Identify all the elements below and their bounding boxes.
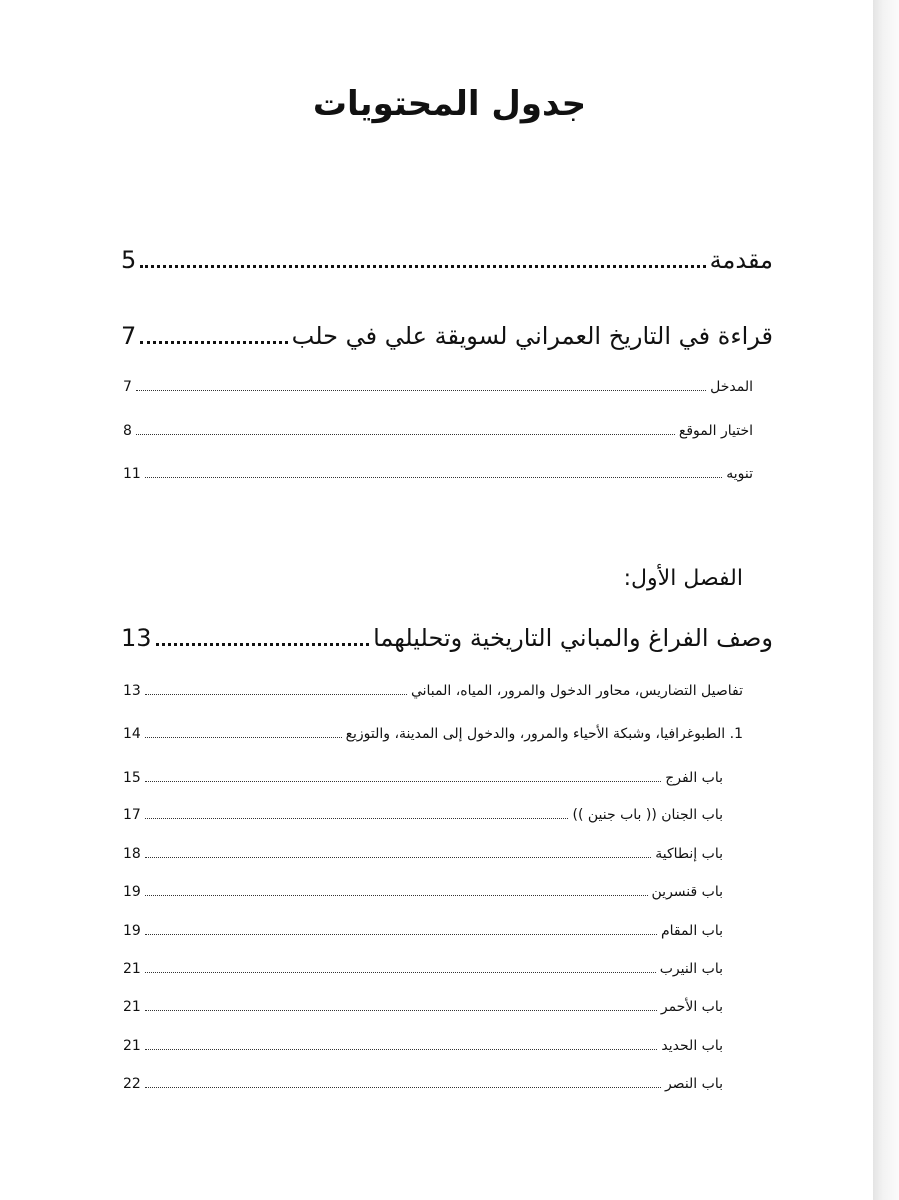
- toc-page-number: 13: [123, 683, 141, 699]
- toc-entry-label: باب الحديد: [661, 1038, 723, 1054]
- toc-entry-gate[interactable]: [123, 807, 723, 823]
- toc-entry-label: باب الفرج: [665, 770, 723, 786]
- toc-page-number: 7: [123, 379, 132, 395]
- toc-entry-label: قراءة في التاريخ العمراني لسويقة علي في حلب: [291, 322, 773, 350]
- toc-entry-entrance[interactable]: [123, 379, 753, 395]
- toc-entry-gate[interactable]: [123, 770, 723, 786]
- dot-leader: [140, 341, 287, 344]
- dot-leader: [136, 390, 706, 391]
- toc-page-number: 17: [123, 807, 141, 823]
- toc-entry-label: تفاصيل التضاريس، محاور الدخول والمرور، المياه، المباني: [410, 683, 743, 699]
- toc-entry-label: باب الجنان (( باب جنين )): [572, 807, 723, 823]
- toc-entry-site-selection[interactable]: [123, 423, 753, 439]
- toc-entry-gate[interactable]: [123, 1038, 723, 1054]
- toc-entry-topography[interactable]: [123, 726, 743, 742]
- toc-page-number: 21: [123, 1038, 141, 1054]
- dot-leader: [156, 643, 370, 646]
- dot-leader: [145, 934, 657, 935]
- toc-entry-gate[interactable]: [123, 884, 723, 900]
- toc-entry-gate[interactable]: [123, 923, 723, 939]
- dot-leader: [145, 737, 342, 738]
- toc-entry-label: باب المقام: [660, 923, 723, 939]
- page-edge-shadow: [873, 0, 899, 1200]
- toc-page-number: 14: [123, 726, 141, 742]
- chapter-heading: الفصل الأول:: [623, 566, 743, 591]
- toc-entry-gate[interactable]: [123, 999, 723, 1015]
- toc-entry-urban-history[interactable]: [121, 322, 773, 350]
- toc-page-number: 22: [123, 1076, 141, 1092]
- toc-entry-gate[interactable]: [123, 961, 723, 977]
- toc-entry-label: اختيار الموقع: [678, 423, 753, 439]
- toc-entry-label: باب الأحمر: [660, 999, 723, 1015]
- toc-page-number: 21: [123, 999, 141, 1015]
- toc-entry-label: باب النيرب: [659, 961, 723, 977]
- toc-page-number: 15: [123, 770, 141, 786]
- toc-entry-introduction[interactable]: [121, 246, 773, 274]
- dot-leader: [136, 434, 675, 435]
- dot-leader: [145, 818, 569, 819]
- toc-entry-gate[interactable]: [123, 1076, 723, 1092]
- toc-entry-chapter-1-title[interactable]: [121, 624, 773, 652]
- toc-entry-terrain-details[interactable]: [123, 683, 743, 699]
- toc-entry-label: باب النصر: [664, 1076, 723, 1092]
- dot-leader: [145, 972, 656, 973]
- toc-entry-label: باب إنطاكية: [655, 846, 723, 862]
- dot-leader: [145, 477, 722, 478]
- dot-leader: [145, 781, 661, 782]
- toc-page-number: 21: [123, 961, 141, 977]
- toc-entry-note[interactable]: [123, 466, 753, 482]
- toc-page-number: 19: [123, 884, 141, 900]
- toc-entry-label: تنويه: [726, 466, 753, 482]
- dot-leader: [145, 1010, 657, 1011]
- dot-leader: [140, 265, 705, 268]
- toc-page-number: 18: [123, 846, 141, 862]
- dot-leader: [145, 1049, 658, 1050]
- toc-page-number: 5: [121, 246, 137, 274]
- dot-leader: [145, 1087, 661, 1088]
- toc-page-number: 8: [123, 423, 132, 439]
- toc-entry-gate[interactable]: [123, 846, 723, 862]
- toc-page-number: 19: [123, 923, 141, 939]
- toc-page-number: 7: [121, 322, 137, 350]
- dot-leader: [145, 895, 648, 896]
- toc-page-number: 13: [121, 624, 152, 652]
- dot-leader: [145, 857, 651, 858]
- page-title: جدول المحتويات: [312, 84, 587, 124]
- toc-entry-label: مقدمة: [709, 246, 773, 274]
- toc-entry-label: باب قنسرين: [651, 884, 723, 900]
- toc-entry-label: وصف الفراغ والمباني التاريخية وتحليلهما: [373, 624, 773, 652]
- toc-entry-label: المدخل: [710, 379, 753, 395]
- toc-page-number: 11: [123, 466, 141, 482]
- dot-leader: [145, 694, 407, 695]
- toc-entry-label: 1. الطبوغرافيا، وشبكة الأحياء والمرور، والدخول إلى المدينة، والتوزيع: [345, 726, 743, 742]
